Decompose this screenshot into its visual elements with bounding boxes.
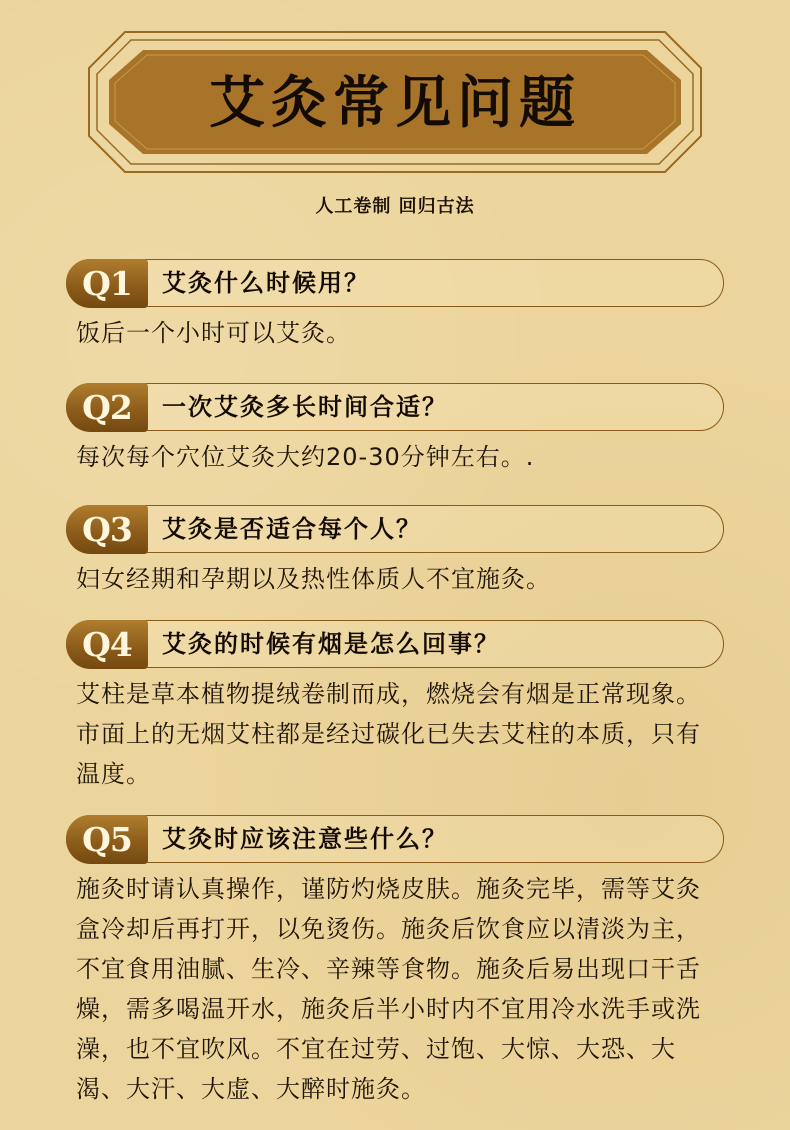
question-badge: Q4 (66, 620, 148, 669)
question-badge: Q5 (66, 815, 148, 864)
question-badge: Q2 (66, 383, 148, 432)
question-bar (66, 259, 726, 307)
page-subtitle: 人工卷制 回归古法 (315, 196, 475, 217)
question-badge: Q1 (66, 259, 148, 308)
answer-text: 艾柱是草本植物提绒卷制而成，燃烧会有烟是正常现象。市面上的无烟艾柱都是经过碳化已失去艾柱的本质，只有温度。 (76, 680, 701, 788)
faq-item-5 (66, 815, 726, 1109)
question-bar (66, 620, 726, 668)
faq-item-3 (66, 505, 726, 599)
answer-text: 妇女经期和孕期以及热性体质人不宜施灸。 (76, 565, 551, 593)
faq-item-2 (66, 383, 726, 477)
title-plaque (85, 28, 705, 176)
faq-item-1 (66, 259, 726, 353)
question-badge: Q3 (66, 505, 148, 554)
question-bar (66, 383, 726, 431)
question-text: 一次艾灸多长时间合适？ (162, 393, 448, 421)
question-bar (66, 505, 726, 553)
faq-item-4 (66, 620, 726, 794)
answer-text: 施灸时请认真操作，谨防灼烧皮肤。施灸完毕，需等艾灸盒冷却后再打开，以免烫伤。施灸后饮食应以清淡为主，不宜食用油腻、生冷、辛辣等食物。施灸后易出现口干舌燥，需多喝温开水，施灸后半小时内不宜用冷水洗手或洗澡，也不宜吹风。不宜在过劳、过饱、大惊、大恐、大渴、大汗、大虚、大醉时施灸。 (76, 875, 701, 1103)
page-title: 艾灸常见问题 (209, 71, 581, 136)
answer-text: 饭后一个小时可以艾灸。 (76, 319, 351, 347)
question-text: 艾灸的时候有烟是怎么回事？ (162, 630, 500, 658)
answer-text: 每次每个穴位艾灸大约20-30分钟左右。. (76, 443, 535, 471)
question-text: 艾灸时应该注意些什么？ (162, 825, 448, 853)
question-bar (66, 815, 726, 863)
question-text: 艾灸什么时候用？ (162, 269, 370, 297)
question-text: 艾灸是否适合每个人？ (162, 515, 422, 543)
